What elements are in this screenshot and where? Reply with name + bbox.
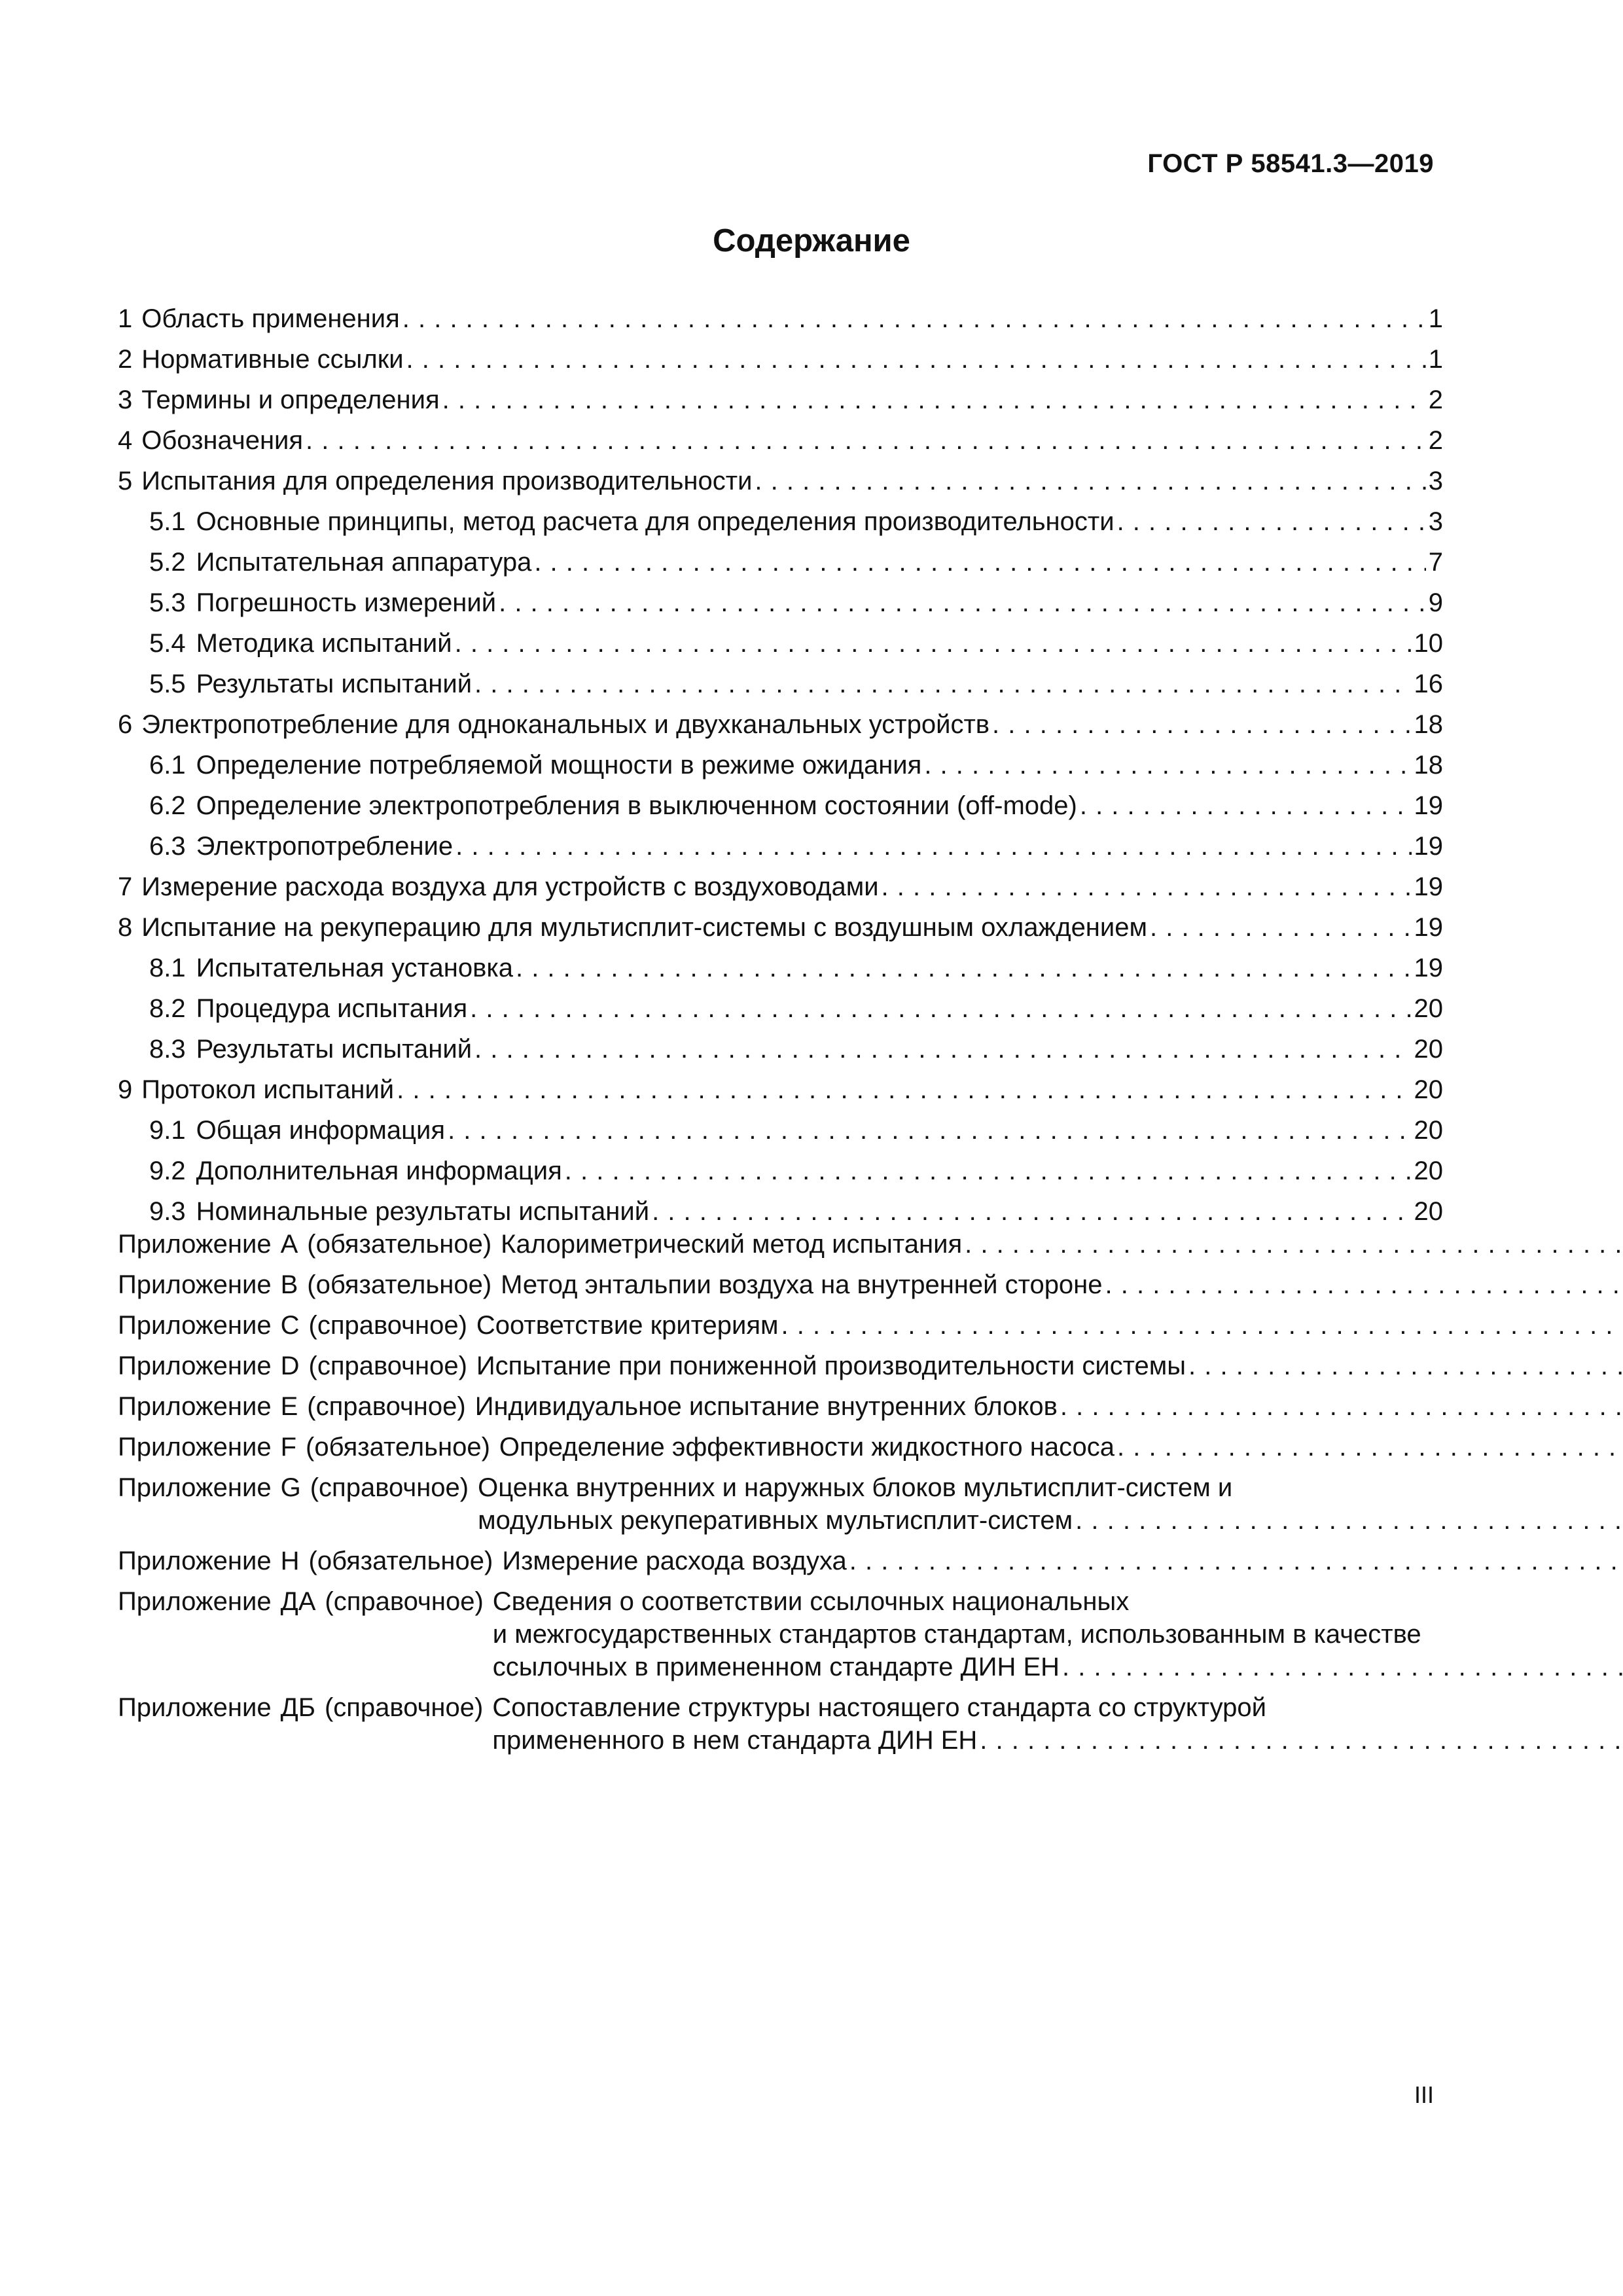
appendix-title-line: Метод энтальпии воздуха на внутренней стороне [501, 1270, 1103, 1299]
appendix-entry[interactable] [118, 1268, 1443, 1301]
toc-entry-label: Результаты испытаний [196, 1035, 473, 1064]
toc-entry[interactable] [118, 416, 1443, 457]
appendix-title-line: Определение эффективности жидкостного насоса [499, 1433, 1115, 1462]
dot-leader [1060, 1390, 1623, 1423]
appendix-title-line: Измерение расхода воздуха [502, 1547, 847, 1575]
standard-code: ГОСТ Р 58541.3—2019 [1147, 149, 1434, 178]
toc-entry-page: 2 [1428, 426, 1443, 455]
toc-entry-label: Протокол испытаний [141, 1075, 395, 1104]
dot-leader [402, 302, 1426, 335]
appendix-word: Приложение [118, 1270, 272, 1299]
toc-entry-page: 18 [1414, 710, 1443, 739]
dot-leader [882, 870, 1412, 903]
appendix-title-line: Испытание при пониженной производительности системы [476, 1352, 1186, 1380]
appendix-heading [118, 1309, 476, 1342]
toc-entry-number: 9.1 [149, 1116, 186, 1145]
dot-leader [499, 586, 1426, 619]
toc-entry[interactable] [118, 497, 1443, 538]
toc-entry-number: 5.4 [149, 629, 186, 658]
toc-entry-number: 8.3 [149, 1035, 186, 1064]
appendix-word: Приложение [118, 1392, 272, 1421]
appendix-word: Приложение [118, 1547, 272, 1575]
toc-entry[interactable] [118, 700, 1443, 741]
dot-leader [980, 1724, 1623, 1757]
toc-entry-number: 2 [118, 345, 133, 374]
toc-entry[interactable] [118, 984, 1443, 1025]
appendix-entry[interactable] [118, 1585, 1443, 1683]
dot-leader [516, 952, 1412, 984]
toc-entry-label: Термины и определения [141, 386, 440, 414]
table-of-contents [118, 295, 1443, 1765]
dot-leader [1075, 1504, 1623, 1537]
appendix-status: (справочное) [325, 1587, 484, 1616]
dot-leader [442, 384, 1426, 416]
toc-entry-number: 8.1 [149, 954, 186, 982]
appendix-title-line: Индивидуальное испытание внутренних блоков [474, 1392, 1058, 1421]
toc-entry-number: 9.2 [149, 1157, 186, 1185]
toc-entry-label: Электропотребление для одноканальных и двухканальных устройств [141, 710, 990, 739]
appendix-entry[interactable] [118, 1471, 1443, 1537]
toc-entry[interactable] [118, 1187, 1443, 1228]
toc-entry-label: Погрешность измерений [196, 588, 497, 617]
toc-entry-label: Испытания для определения производительности [141, 467, 753, 495]
dot-leader [474, 668, 1411, 700]
appendix-entry[interactable] [118, 1431, 1443, 1463]
appendix-letter: F [280, 1433, 297, 1462]
appendix-entry[interactable] [118, 1309, 1443, 1342]
appendix-title-line: модульных рекуперативных мультисплит-систем [478, 1506, 1073, 1535]
appendix-letter: E [280, 1392, 298, 1421]
toc-entry-page: 19 [1414, 791, 1443, 820]
dot-leader [455, 627, 1412, 660]
toc-entry-label: Обозначения [141, 426, 304, 455]
toc-entry[interactable] [118, 741, 1443, 781]
toc-entry-number: 9.3 [149, 1197, 186, 1226]
dot-leader [924, 749, 1411, 781]
toc-entry-number: 1 [118, 304, 133, 333]
toc-entry-page: 1 [1428, 304, 1443, 333]
toc-entry-label: Процедура испытания [196, 994, 468, 1023]
toc-entry[interactable] [118, 1066, 1443, 1106]
toc-entry-page: 19 [1414, 872, 1443, 901]
appendix-heading [118, 1268, 501, 1301]
appendix-letter: ДА [280, 1587, 316, 1616]
toc-entry-page: 20 [1414, 1116, 1443, 1145]
appendix-title-line: ссылочных в примененном стандарте ДИН ЕН [492, 1653, 1060, 1681]
appendix-status: (обязательное) [308, 1547, 493, 1575]
appendix-status: (обязательное) [307, 1270, 492, 1299]
appendix-title-line: примененного в нем стандарта ДИН ЕН [492, 1726, 978, 1755]
appendix-word: Приложение [118, 1587, 272, 1616]
dot-leader [406, 343, 1426, 376]
dot-leader [652, 1195, 1411, 1228]
toc-entry-label: Испытательная аппаратура [196, 548, 532, 577]
toc-entry-label: Номинальные результаты испытаний [196, 1197, 650, 1226]
dot-leader [1080, 789, 1412, 822]
dot-leader [534, 546, 1425, 579]
toc-entry[interactable] [118, 781, 1443, 822]
dot-leader [448, 1114, 1411, 1147]
dot-leader [755, 465, 1425, 497]
page-number: III [1414, 2081, 1434, 2108]
toc-entry-label: Общая информация [196, 1116, 446, 1145]
toc-entry-page: 2 [1428, 386, 1443, 414]
toc-entry-number: 8.2 [149, 994, 186, 1023]
appendix-title-line: Сопоставление структуры настоящего стандарта со структурой [492, 1693, 1267, 1722]
toc-entry-number: 6 [118, 710, 133, 739]
toc-entry-number: 5.3 [149, 588, 186, 617]
dot-leader [1117, 1431, 1623, 1463]
dot-leader [1188, 1350, 1623, 1382]
toc-entry-label: Испытательная установка [196, 954, 513, 982]
toc-entry-number: 6.2 [149, 791, 186, 820]
appendix-letter: C [280, 1311, 300, 1340]
toc-entry-number: 5.2 [149, 548, 186, 577]
toc-entry-label: Испытание на рекуперацию для мультисплит-системы с воздушным охлаждением [141, 913, 1147, 942]
dot-leader [1150, 911, 1412, 944]
dot-leader [781, 1309, 1623, 1342]
toc-entry-number: 8 [118, 913, 133, 942]
toc-entry-page: 20 [1414, 1075, 1443, 1104]
toc-entry-number: 3 [118, 386, 133, 414]
appendix-status: (справочное) [324, 1693, 484, 1722]
toc-entry[interactable] [118, 1147, 1443, 1187]
toc-entry-page: 20 [1414, 1197, 1443, 1226]
toc-entry-number: 5 [118, 467, 133, 495]
toc-entry-page: 7 [1428, 548, 1443, 577]
toc-entry-page: 3 [1428, 467, 1443, 495]
appendix-title-line: Соответствие критериям [476, 1311, 779, 1340]
appendix-word: Приложение [118, 1693, 272, 1722]
dot-leader [1117, 505, 1426, 538]
dot-leader [1105, 1268, 1623, 1301]
toc-entry[interactable] [118, 660, 1443, 700]
appendix-entry[interactable] [118, 1350, 1443, 1382]
toc-entry[interactable] [118, 295, 1443, 335]
toc-entry-page: 9 [1428, 588, 1443, 617]
toc-entry-page: 18 [1414, 751, 1443, 780]
appendix-heading [118, 1350, 476, 1382]
toc-entry-label: Измерение расхода воздуха для устройств с воздуховодами [141, 872, 879, 901]
toc-entry[interactable] [118, 376, 1443, 416]
appendix-word: Приложение [118, 1433, 272, 1462]
toc-entry-number: 5.1 [149, 507, 186, 536]
toc-entry[interactable] [118, 538, 1443, 579]
toc-entry-label: Результаты испытаний [196, 670, 473, 698]
dot-leader [965, 1228, 1623, 1261]
appendix-status: (справочное) [308, 1352, 467, 1380]
appendix-title-line: Калориметрический метод испытания [501, 1230, 963, 1259]
toc-entry-page: 3 [1428, 507, 1443, 536]
toc-entry[interactable] [118, 822, 1443, 863]
appendix-word: Приложение [118, 1473, 272, 1502]
appendix-title-line: Сведения о соответствии ссылочных национальных [492, 1587, 1130, 1616]
toc-entry-page: 10 [1414, 629, 1443, 658]
appendix-status: (справочное) [310, 1473, 469, 1502]
appendix-heading [118, 1390, 475, 1423]
toc-entry-page: 20 [1414, 1035, 1443, 1064]
toc-entry[interactable] [118, 579, 1443, 619]
appendix-entry[interactable] [118, 1545, 1443, 1577]
appendix-word: Приложение [118, 1230, 272, 1259]
toc-entry[interactable] [118, 863, 1443, 903]
appendix-title-line: и межгосударственных стандартов стандартам, использованным в качестве [492, 1620, 1421, 1649]
appendix-letter: ДБ [280, 1693, 315, 1722]
toc-entry-number: 7 [118, 872, 133, 901]
dot-leader [474, 1033, 1411, 1066]
appendix-heading [118, 1545, 502, 1577]
appendix-letter: D [280, 1352, 300, 1380]
appendix-heading [118, 1228, 501, 1261]
dot-leader [455, 830, 1411, 863]
appendix-heading [118, 1585, 493, 1683]
dot-leader [849, 1545, 1623, 1577]
toc-entry-page: 19 [1414, 954, 1443, 982]
dot-leader [1062, 1651, 1623, 1683]
toc-entry-page: 20 [1414, 1157, 1443, 1185]
toc-entry[interactable] [118, 457, 1443, 497]
appendix-entry[interactable] [118, 1390, 1443, 1423]
toc-entry-number: 9 [118, 1075, 133, 1104]
appendix-status: (справочное) [307, 1392, 466, 1421]
toc-entry-label: Основные принципы, метод расчета для определения производительности [196, 507, 1115, 536]
appendix-heading [118, 1691, 492, 1757]
appendix-status: (обязательное) [306, 1433, 490, 1462]
dot-leader [306, 424, 1426, 457]
appendix-letter: H [280, 1547, 300, 1575]
appendix-letter: B [280, 1270, 298, 1299]
toc-entry[interactable] [118, 335, 1443, 376]
appendix-entry[interactable] [118, 1691, 1443, 1757]
toc-entry-label: Нормативные ссылки [141, 345, 404, 374]
appendix-letter: A [280, 1230, 298, 1259]
toc-entry-label: Определение потребляемой мощности в режиме ожидания [196, 751, 922, 780]
toc-entry-label: Электропотребление [196, 832, 454, 861]
appendix-heading [118, 1471, 478, 1537]
appendix-title-line: Оценка внутренних и наружных блоков мультисплит-систем и [478, 1473, 1233, 1502]
toc-entry-page: 16 [1414, 670, 1443, 698]
toc-entry-label: Методика испытаний [196, 629, 452, 658]
dot-leader [470, 992, 1411, 1025]
toc-entry-label: Дополнительная информация [196, 1157, 562, 1185]
toc-entry-number: 6.1 [149, 751, 186, 780]
appendix-heading [118, 1431, 499, 1463]
appendix-letter: G [280, 1473, 301, 1502]
toc-entry-label: Определение электропотребления в выключенном состоянии (off-mode) [196, 791, 1077, 820]
toc-entry-page: 20 [1414, 994, 1443, 1023]
toc-entry[interactable] [118, 619, 1443, 660]
dot-leader [992, 708, 1411, 741]
toc-entry-number: 5.5 [149, 670, 186, 698]
dot-leader [565, 1155, 1412, 1187]
toc-entry[interactable] [118, 944, 1443, 984]
toc-entry-page: 19 [1414, 832, 1443, 861]
dot-leader [397, 1073, 1411, 1106]
appendix-word: Приложение [118, 1311, 272, 1340]
appendix-status: (справочное) [308, 1311, 467, 1340]
appendix-status: (обязательное) [307, 1230, 492, 1259]
toc-entry-page: 19 [1414, 913, 1443, 942]
appendix-entry[interactable] [118, 1228, 1443, 1261]
toc-entry-number: 6.3 [149, 832, 186, 861]
appendix-word: Приложение [118, 1352, 272, 1380]
toc-entry[interactable] [118, 1106, 1443, 1147]
toc-entry[interactable] [118, 1025, 1443, 1066]
toc-entry[interactable] [118, 903, 1443, 944]
toc-entry-label: Область применения [141, 304, 400, 333]
page-title: Содержание [713, 223, 910, 259]
toc-entry-number: 4 [118, 426, 133, 455]
toc-entry-page: 1 [1428, 345, 1443, 374]
